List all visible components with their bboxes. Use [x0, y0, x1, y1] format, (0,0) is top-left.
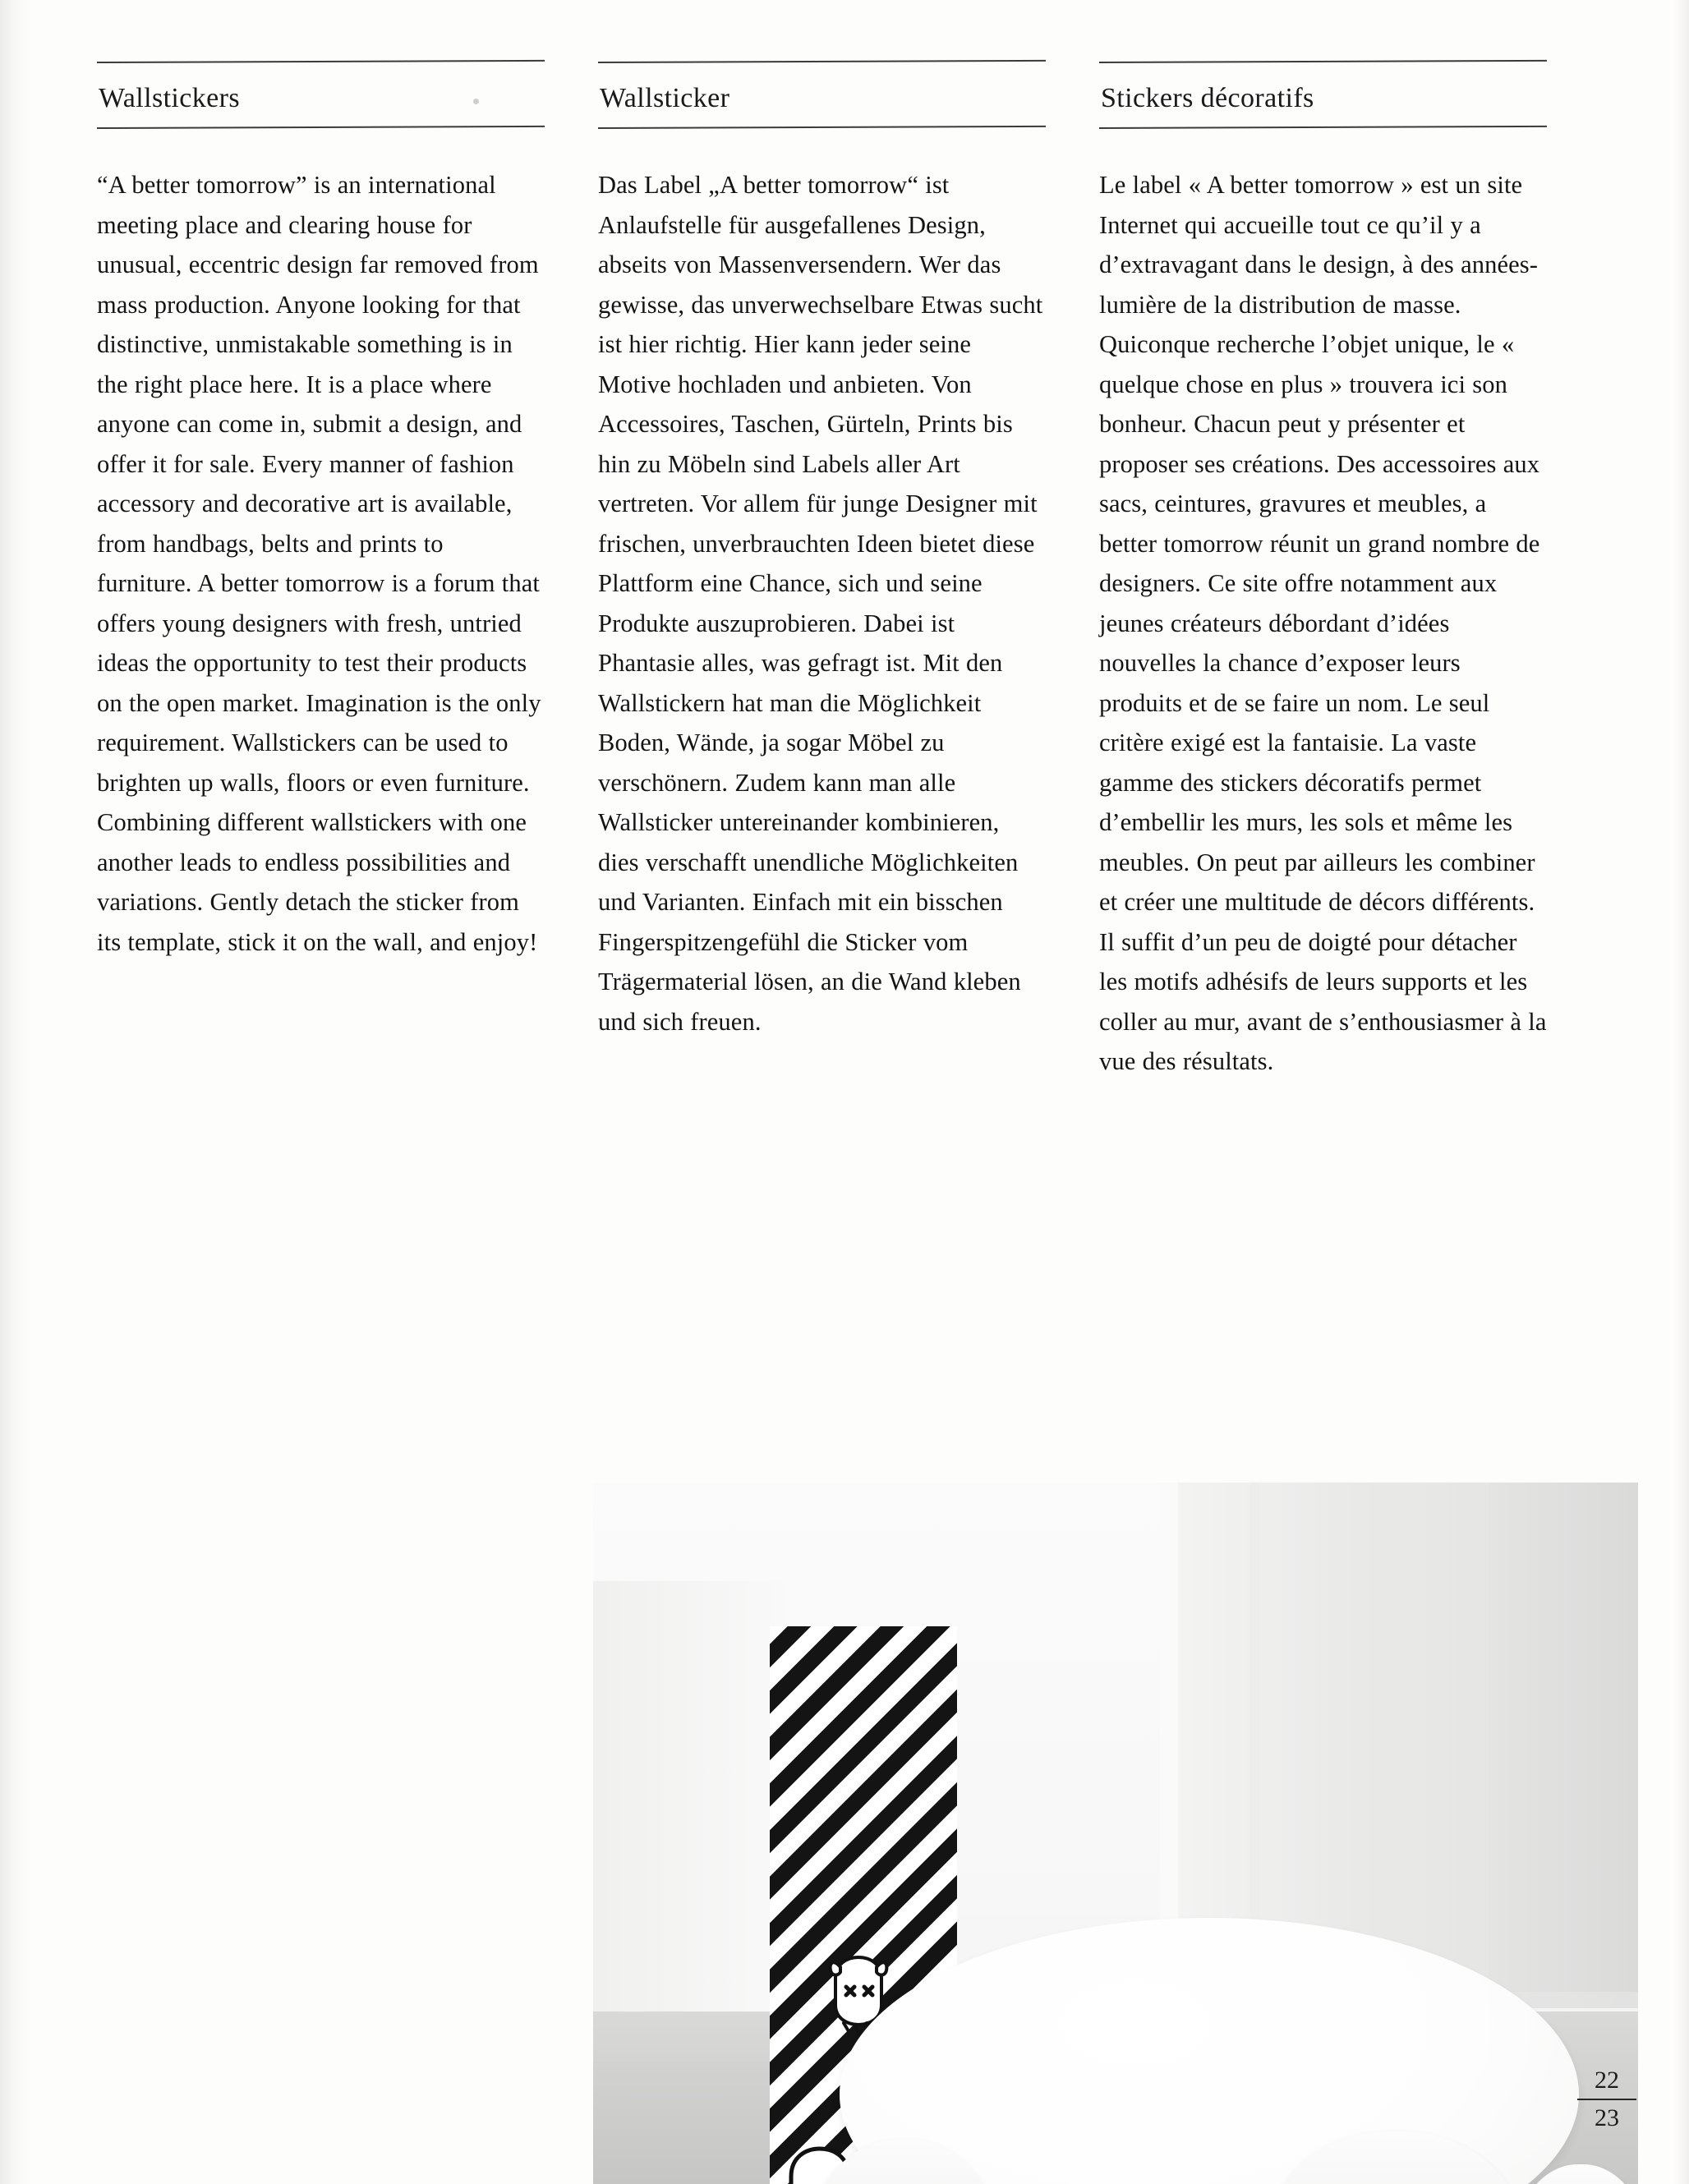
scan-artifact-mark — [473, 99, 479, 104]
column-body-text-french: Le label « A better tomorrow » est un site Internet qui accueille tout ce qu’il y a d’extravagant dans le design, à des années-lumière de la distribution de masse. Quiconque recherche l’objet unique, le « quelque chose en plus » trouvera ici son bonheur. Chacun peut y présenter et proposer ses créations. Des accessoires aux sacs, ceintures, gravures et meubles, a better tomorrow réunit un grand nombre de designers. Ce site offre notamment aux jeunes créateurs débordant d’idées nouvelles la chance d’exposer leurs produits et de se faire un nom. Le seul critère exigé est la fantaisie. La vaste gamme des stickers décoratifs permet d’embellir les murs, les sols et même les meubles. On peut par ailleurs les combiner et créer une multitude de décors différents. Il suffit d’un peu de doigté pour détacher les motifs adhésifs de leurs supports et les coller au mur, avant de s’enthousiasmer à la vue des résultats. — [1099, 171, 1547, 1075]
folio-divider — [1577, 2099, 1636, 2100]
column-title-french: Stickers décoratifs — [1101, 83, 1314, 113]
article-photo — [593, 1483, 1638, 2184]
folio-page-right: 23 — [1595, 2104, 1619, 2131]
column-title-english: Wallstickers — [99, 83, 241, 113]
column-body-english — [97, 165, 545, 962]
article-columns — [97, 62, 1600, 1082]
column-german — [598, 62, 1099, 1082]
column-english — [97, 62, 598, 1082]
folio-page-left: 22 — [1595, 2067, 1619, 2094]
folio — [1572, 2066, 1641, 2133]
column-body-text-english: “A better tomorrow” is an international meeting place and clearing house for unusual, eccentric design far removed from mass production. Anyone looking for that distinctive, unmistakable something is in the right place here. It is a place where anyone can come in, submit a design, and offer it for sale. Every manner of fashion accessory and decorative art is available, from handbags, belts and prints to furniture. A better tomorrow is a forum that offers young designers with fresh, untried ideas the opportunity to test their products on the open market. Imagination is the only requirement. Wallstickers can be used to brighten up walls, floors or even furniture. Combining different wallstickers with one another leads to endless possibilities and variations. Gently detach the sticker from its template, stick it on the wall, and enjoy! — [97, 171, 541, 956]
column-body-french — [1099, 165, 1547, 1082]
column-title-german: Wallsticker — [600, 83, 730, 113]
page-right-edge-shadow — [1674, 0, 1689, 2184]
column-french — [1099, 62, 1600, 1082]
gutter-shadow — [0, 0, 30, 2184]
photo-floor-left — [593, 2061, 790, 2184]
photo-wall-right-far — [1489, 1483, 1638, 1992]
column-body-german — [598, 165, 1046, 1041]
column-body-text-german: Das Label „A better tomorrow“ ist Anlaufstelle für ausgefallenes Design, abseits von Massenversendern. Wer das gewisse, das unverwechselbare Etwas sucht ist hier richtig. Hier kann jeder seine Motive hochladen und anbieten. Von Accessoires, Taschen, Gürteln, Prints bis hin zu Möbeln sind Labels aller Art vertreten. Vor allem für junge Designer mit frischen, unverbrauchten Ideen bietet diese Plattform eine Chance, sich und seine Produkte auszuprobieren. Dabei ist Phantasie alles, was gefragt ist. Mit den Wallstickern hat man die Möglichkeit Boden, Wände, ja sogar Möbel zu verschönern. Zudem kann man alle Wallsticker untereinander kombinieren, dies verschafft unendliche Möglichkeiten und Varianten. Einfach mit ein bisschen Fingerspitzengefühl die Sticker vom Trägermaterial lösen, an die Wand kleben und sich freuen. — [598, 171, 1043, 1036]
